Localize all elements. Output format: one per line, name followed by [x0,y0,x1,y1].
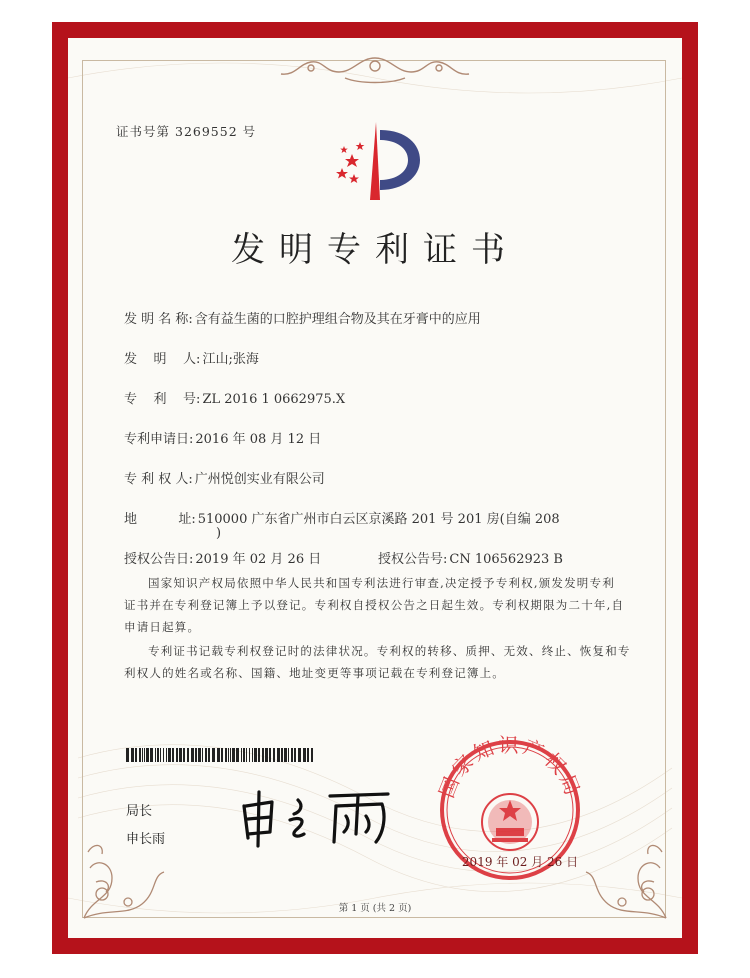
statement-paragraph-1-line: 证书并在专利登记簿上予以登记。专利权自授权公告之日起生效。专利权期限为二十年,自 [124,598,625,612]
director-title: 局长 [126,804,153,819]
statement-paragraph-1-line: 申请日起算。 [124,620,201,634]
certificate-title: 发明专利证书 [231,230,519,270]
grant-number-value: CN 106562923 B [449,552,563,567]
patent-number-value: ZL 2016 1 0662975.X [202,392,346,407]
inventor-label: 发 明 人: [124,352,201,367]
certificate-number [116,122,256,140]
grant-date-value: 2019 年 02 月 26 日 [195,552,322,567]
barcode [126,748,316,762]
statement-paragraph-1-line: 国家知识产权局依照中华人民共和国专利法进行审查,决定授予专利权,颁发发明专利 [148,576,615,590]
director-name: 申长雨 [126,832,166,847]
seal-date: 2019 年 02 月 26 日 [461,855,579,869]
director-signature [238,786,398,850]
address-row [124,508,560,527]
certificate-number-value: 3269552 [175,124,238,139]
grant-number-row [378,548,563,567]
statement-paragraph-2-line: 专利证书记载专利权登记时的法律状况。专利权的转移、质押、无效、终止、恢复和专 [148,644,631,658]
grant-date-label: 授权公告日: [124,552,194,567]
statement-paragraph-1 [124,572,644,638]
patentee-row [124,468,325,487]
invention-name-value: 含有益生菌的口腔护理组合物及其在牙膏中的应用 [194,312,481,327]
invention-name-row [124,308,481,327]
svg-text:国家知识产权局 [434,733,586,801]
invention-name-label: 发 明 名 称: [124,312,193,327]
certificate-number-label: 证书号第 [116,124,171,139]
patent-number-label: 专 利 号: [124,392,201,407]
address-continuation: ) [216,526,222,541]
address-value-line1: 510000 广东省广州市白云区京溪路 201 号 201 房(自编 208 [197,512,560,527]
filing-date-row [124,428,321,447]
inventor-row [124,348,259,367]
patentee-value: 广州悦创实业有限公司 [194,472,325,487]
statement-paragraph-2 [124,640,644,684]
grant-date-row [124,548,321,567]
certificate-number-suffix: 号 [242,124,257,139]
grant-number-label: 授权公告号: [378,552,448,567]
page-number: 第 1 页 (共 2 页) [338,903,412,914]
seal-text: 国家知识产权局 [434,733,586,802]
patentee-label: 专 利 权 人: [124,472,193,487]
filing-date-value: 2016 年 08 月 12 日 [195,432,322,447]
statement-paragraph-2-line: 利权人的姓名或名称、国籍、地址变更等事项记载在专利登记簿上。 [124,666,505,680]
patent-number-row [124,388,345,407]
address-label: 地 址: [124,512,196,527]
inventor-value: 江山;张海 [202,352,259,367]
filing-date-label: 专利申请日: [124,432,194,447]
cnipa-emblem-icon [324,116,428,208]
certificate-paper [68,38,682,938]
